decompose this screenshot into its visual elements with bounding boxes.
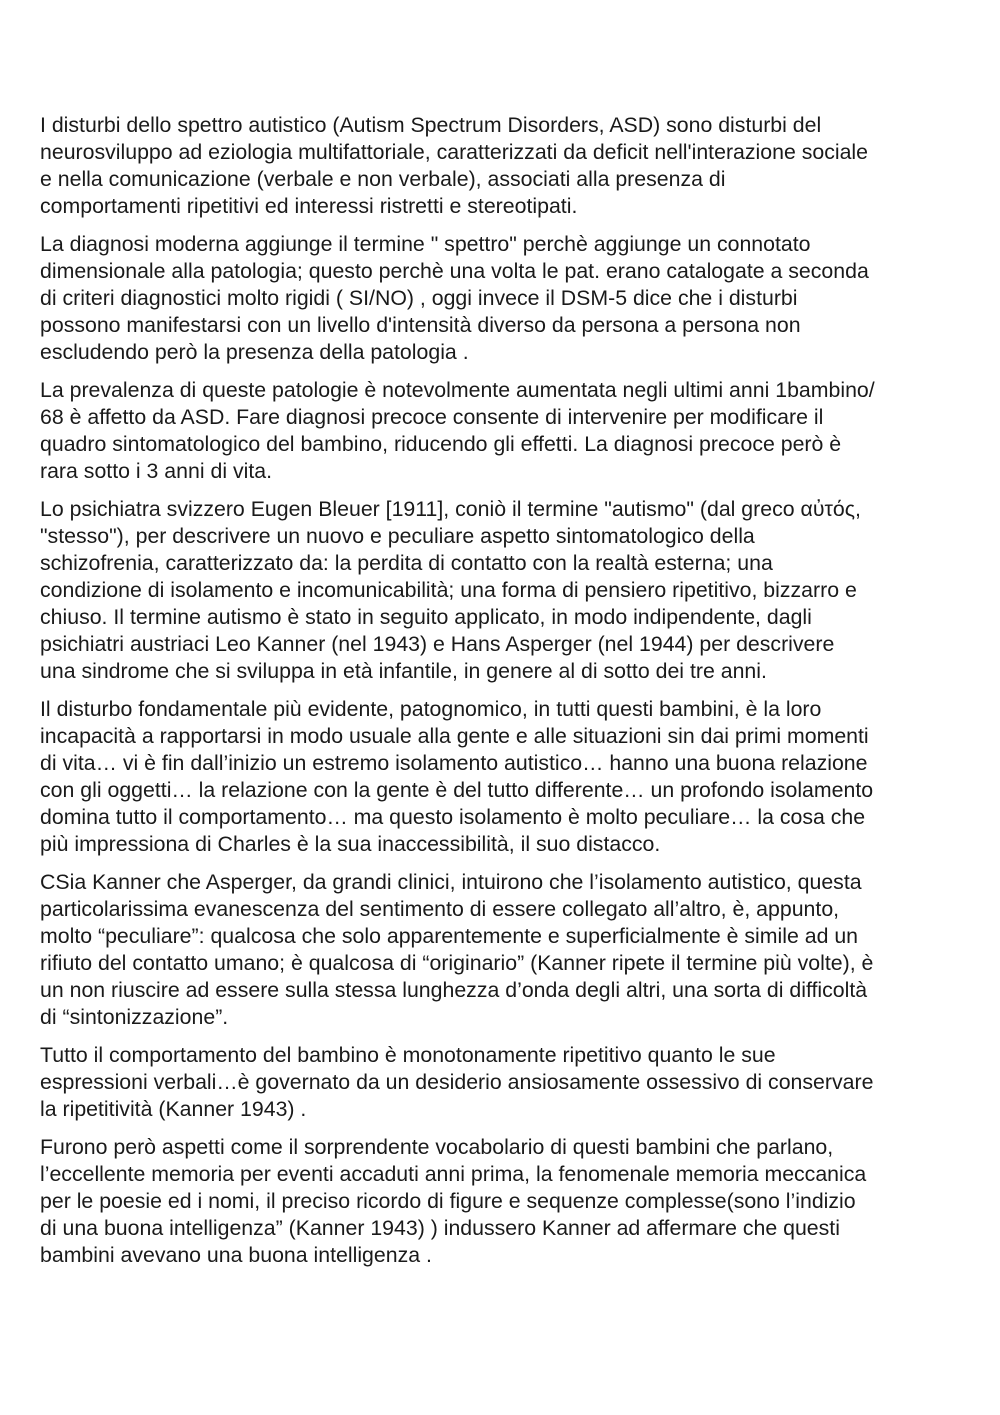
document-page	[40, 112, 970, 1280]
text-line: rifiuto del contatto umano; è qualcosa di “originario” (Kanner ripete il termine più volte), è	[40, 951, 874, 975]
text-line: quadro sintomatologico del bambino, riducendo gli effetti. La diagnosi precoce però è	[40, 432, 842, 456]
text-line: Lo psichiatra svizzero Eugen Bleuer [1911], coniò il termine "autismo" (dal greco αὐτός,	[40, 497, 861, 521]
text-line: espressioni verbali…è governato da un desiderio ansiosamente ossessivo di conservare	[40, 1070, 874, 1094]
paragraph-prevalence	[40, 377, 970, 485]
text-line: rara sotto i 3 anni di vita.	[40, 459, 273, 483]
text-line: domina tutto il comportamento… ma questo isolamento è molto peculiare… la cosa che	[40, 805, 866, 829]
text-line: Il disturbo fondamentale più evidente, patognomico, in tutti questi bambini, è la loro	[40, 697, 822, 721]
text-line: l’eccellente memoria per eventi accaduti anni prima, la fenomenale memoria meccanica	[40, 1162, 867, 1186]
paragraph-bleuler-history	[40, 496, 970, 685]
text-line: La diagnosi moderna aggiunge il termine " spettro" perchè aggiunge un connotato	[40, 232, 811, 256]
text-line: Tutto il comportamento del bambino è monotonamente ripetitivo quanto le sue	[40, 1043, 776, 1067]
text-line: e nella comunicazione (verbale e non verbale), associati alla presenza di	[40, 167, 726, 191]
text-line: chiuso. Il termine autismo è stato in seguito applicato, in modo indipendente, dagli	[40, 605, 812, 629]
paragraph-intelligence	[40, 1134, 970, 1269]
text-line: di criteri diagnostici molto rigidi ( SI/NO) , oggi invece il DSM-5 dice che i disturbi	[40, 286, 798, 310]
paragraph-asd-definition	[40, 112, 970, 220]
text-line: bambini avevano una buona intelligenza .	[40, 1243, 432, 1267]
text-line: di vita… vi è fin dall’inizio un estremo isolamento autistico… hanno una buona relazione	[40, 751, 868, 775]
text-line: particolarissima evanescenza del sentimento di essere collegato all’altro, è, appunto,	[40, 897, 840, 921]
text-line: escludendo però la presenza della patologia .	[40, 340, 469, 364]
text-line: psichiatri austriaci Leo Kanner (nel 1943) e Hans Asperger (nel 1944) per descrivere	[40, 632, 835, 656]
text-line: molto “peculiare”: qualcosa che solo apparentemente e superficialmente è simile ad un	[40, 924, 859, 948]
text-line: Furono però aspetti come il sorprendente vocabolario di questi bambini che parlano,	[40, 1135, 834, 1159]
text-line: un non riuscire ad essere sulla stessa lunghezza d’onda degli altri, una sorta di difficoltà	[40, 978, 868, 1002]
text-line: schizofrenia, caratterizzato da: la perdita di contatto con la realtà esterna; una	[40, 551, 773, 575]
text-line: di “sintonizzazione”.	[40, 1005, 229, 1029]
paragraph-kanner-asperger	[40, 869, 970, 1031]
text-line: possono manifestarsi con un livello d'intensità diverso da persona a persona non	[40, 313, 801, 337]
text-line: comportamenti ripetitivi ed interessi ristretti e stereotipati.	[40, 194, 578, 218]
text-line: di una buona intelligenza” (Kanner 1943) ) indussero Kanner ad affermare che questi	[40, 1216, 840, 1240]
text-line: neurosviluppo ad eziologia multifattoriale, caratterizzati da deficit nell'interazione sociale	[40, 140, 868, 164]
text-line: I disturbi dello spettro autistico (Autism Spectrum Disorders, ASD) sono disturbi del	[40, 113, 822, 137]
text-line: la ripetitività (Kanner 1943) .	[40, 1097, 307, 1121]
text-line: più impressiona di Charles è la sua inaccessibilità, il suo distacco.	[40, 832, 661, 856]
paragraph-repetitive-behavior	[40, 1042, 970, 1123]
text-line: per le poesie ed i nomi, il preciso ricordo di figure e sequenze complesse(sono l’indizio	[40, 1189, 856, 1213]
text-line: 68 è affetto da ASD. Fare diagnosi precoce consente di intervenire per modificare il	[40, 405, 824, 429]
text-line: incapacità a rapportarsi in modo usuale alla gente e alle situazioni sin dai primi momenti	[40, 724, 869, 748]
paragraph-spectrum-diagnosis	[40, 231, 970, 366]
paragraph-fundamental-disorder	[40, 696, 970, 858]
text-line: La prevalenza di queste patologie è notevolmente aumentata negli ultimi anni 1bambino/	[40, 378, 875, 402]
text-line: dimensionale alla patologia; questo perchè una volta le pat. erano catalogate a seconda	[40, 259, 869, 283]
text-line: una sindrome che si sviluppa in età infantile, in genere al di sotto dei tre anni.	[40, 659, 767, 683]
text-line: condizione di isolamento e incomunicabilità; una forma di pensiero ripetitivo, bizzarro e	[40, 578, 857, 602]
text-line: con gli oggetti… la relazione con la gente è del tutto differente… un profondo isolamento	[40, 778, 874, 802]
text-line: CSia Kanner che Asperger, da grandi clinici, intuirono che l’isolamento autistico, questa	[40, 870, 862, 894]
text-line: "stesso"), per descrivere un nuovo e peculiare aspetto sintomatologico della	[40, 524, 755, 548]
